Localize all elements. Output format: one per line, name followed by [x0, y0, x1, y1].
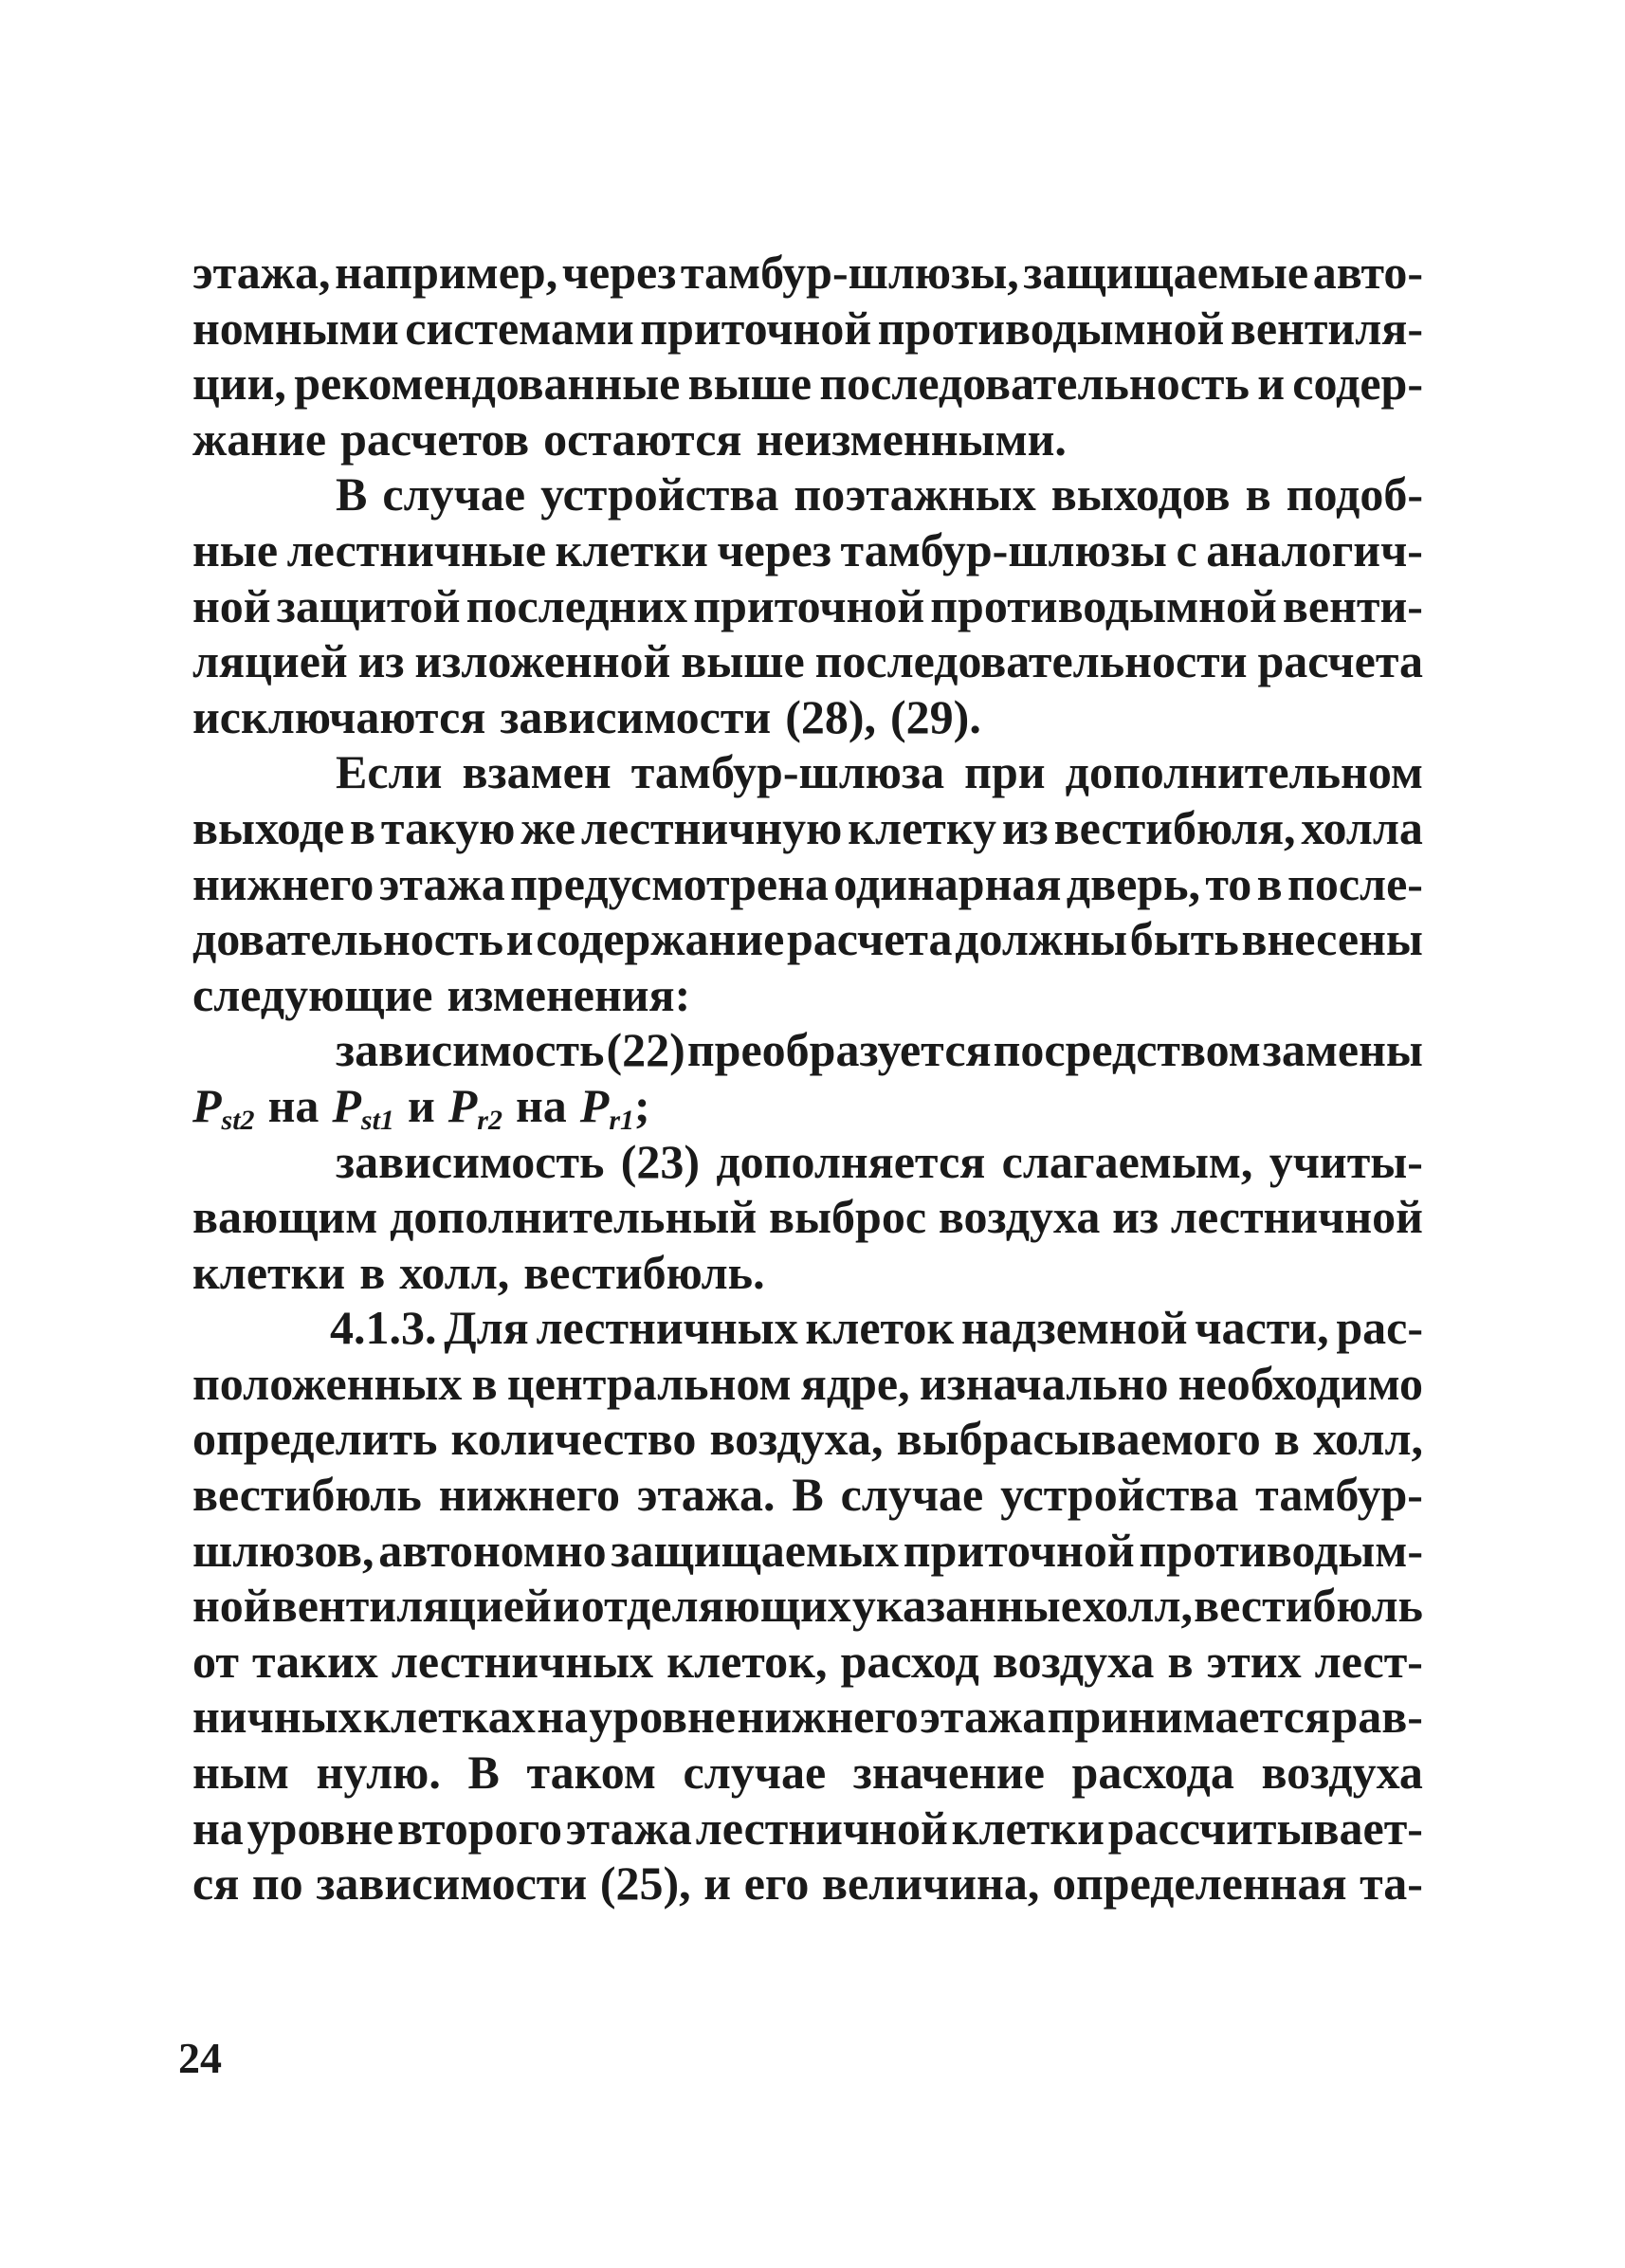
word: выше: [687, 357, 812, 411]
text-line: [192, 856, 1423, 912]
word: изначально: [919, 1356, 1169, 1410]
word: жание: [192, 412, 327, 466]
word: Если: [336, 745, 443, 799]
word: уровне: [589, 1690, 736, 1744]
text-line: [192, 1745, 1423, 1801]
word: лестничную: [580, 800, 843, 854]
word: на: [192, 1801, 244, 1855]
text-line: [192, 633, 1423, 689]
word: поэтажных: [794, 467, 1036, 521]
variable-subscript: st2: [221, 1104, 255, 1136]
word: через: [561, 246, 677, 299]
word: вестибюль.: [523, 1245, 765, 1299]
word: после-: [1287, 856, 1423, 910]
word: выбрасываемого: [896, 1412, 1261, 1466]
word: ным: [192, 1746, 289, 1800]
formula-variable: [192, 1078, 255, 1134]
text-line: [192, 689, 1423, 745]
word: нижнего: [438, 1468, 621, 1522]
word: количество: [450, 1412, 697, 1466]
word: одинарная: [833, 856, 1062, 910]
word: клетку: [848, 800, 996, 854]
word: выше: [681, 634, 805, 688]
word: взамен: [462, 745, 612, 799]
word: при: [964, 745, 1046, 799]
word: расчета: [1257, 634, 1423, 688]
word: и: [703, 1856, 732, 1911]
word: дополнительный: [390, 1190, 758, 1244]
variable-symbol: P: [192, 1078, 222, 1132]
word: содер-: [1292, 357, 1423, 411]
word: та-: [1360, 1856, 1423, 1911]
word: надземной: [960, 1301, 1188, 1355]
word: вестибюль: [192, 1468, 422, 1522]
word: противодымной: [930, 578, 1277, 632]
word: и: [1257, 357, 1286, 411]
word: преобразуется: [686, 1023, 992, 1077]
word: рассчитывает-: [1107, 1801, 1423, 1855]
word: защищаемые: [1023, 246, 1309, 299]
word: тамбур-шлюзы: [840, 522, 1167, 576]
word: указанные: [851, 1579, 1082, 1633]
word: через: [717, 522, 831, 576]
word: этажа,: [192, 246, 331, 299]
word: отделяющих: [580, 1579, 851, 1633]
word: (22): [606, 1023, 685, 1077]
word: остаются: [543, 412, 742, 466]
word: в: [1256, 856, 1283, 910]
word: приточной: [640, 301, 872, 355]
text-line: [192, 1300, 1423, 1356]
word: такую: [380, 800, 516, 854]
word: лестничных: [391, 1634, 654, 1688]
word: в: [350, 800, 376, 854]
word: системами: [405, 301, 634, 355]
word: (25),: [599, 1856, 691, 1911]
word: приточной: [693, 578, 925, 632]
word: В: [336, 467, 368, 521]
word: этажа: [378, 856, 505, 910]
word: В: [467, 1746, 500, 1800]
word: довательность: [192, 912, 504, 966]
word: номными: [192, 301, 399, 355]
text-line: [192, 1467, 1423, 1523]
text-line: [192, 1801, 1423, 1856]
word: рас-: [1336, 1301, 1423, 1355]
text-line: [192, 1523, 1423, 1579]
word: изложенной: [414, 634, 671, 688]
word: таких: [251, 1634, 378, 1688]
word: тамбур-шлюзы,: [680, 246, 1019, 299]
word: центральном: [506, 1356, 792, 1410]
variable-subscript: r2: [477, 1104, 502, 1136]
word: же: [520, 800, 576, 854]
word: В: [792, 1468, 824, 1522]
word: выходе: [192, 800, 345, 854]
word: клетках: [363, 1690, 536, 1744]
word: нулю.: [316, 1746, 441, 1800]
word: выходов: [1050, 467, 1231, 521]
word: зависимость: [336, 1023, 605, 1077]
word: воздуха,: [709, 1412, 884, 1466]
word: нижнего: [737, 1690, 919, 1744]
word: ничных: [192, 1690, 362, 1744]
formula-word: на: [515, 1078, 567, 1132]
word: лестничные: [286, 522, 547, 576]
word: защитой: [276, 578, 461, 632]
text-line: [192, 1689, 1423, 1745]
word: предусмотрена: [510, 856, 829, 910]
word: содержание: [536, 912, 785, 966]
word: вентиляцией: [271, 1579, 552, 1633]
text-line: [192, 1634, 1423, 1690]
word: ляцией: [192, 634, 348, 688]
word: учиты-: [1269, 1134, 1423, 1188]
word: последних: [466, 578, 688, 632]
text-line: [192, 1411, 1423, 1467]
word: расчета: [787, 912, 953, 966]
word: второго: [397, 1801, 563, 1855]
text-line: [192, 967, 1423, 1023]
word: в: [1167, 1634, 1194, 1688]
variable-symbol: P: [579, 1078, 610, 1132]
word: величина,: [821, 1856, 1040, 1911]
word: расход: [840, 1634, 979, 1688]
word: холла: [1301, 800, 1423, 854]
word: противодымной: [877, 301, 1225, 355]
word: расхода: [1071, 1746, 1234, 1800]
word: ные: [192, 522, 279, 576]
word: клетки: [951, 1801, 1105, 1855]
text-line: [192, 1356, 1423, 1412]
word: из: [357, 634, 405, 688]
word: расчетов: [340, 412, 530, 466]
word: 4.1.3.: [330, 1301, 437, 1355]
word: быть: [1129, 912, 1239, 966]
word: должны: [955, 912, 1128, 966]
word: ции,: [192, 357, 286, 411]
word: изменения:: [447, 967, 691, 1021]
word: части,: [1195, 1301, 1329, 1355]
word: (29).: [890, 689, 981, 743]
word: в: [471, 1356, 498, 1410]
word: клеток: [805, 1301, 955, 1355]
formula-word: и: [407, 1078, 435, 1132]
formula-variable: [332, 1078, 394, 1134]
word: зависимости: [500, 689, 772, 743]
formula-variable: [580, 1078, 634, 1134]
formula-end: ;: [634, 1078, 650, 1132]
word: посредством: [993, 1023, 1261, 1077]
word: его: [743, 1856, 810, 1911]
variable-symbol: P: [332, 1078, 361, 1132]
word: уровне: [246, 1801, 394, 1855]
text-line: [192, 412, 1423, 467]
word: выброс: [768, 1190, 927, 1244]
word: (23): [620, 1134, 701, 1188]
text-line: [192, 1856, 1423, 1911]
text-line: [192, 356, 1423, 412]
word: лестничной: [1170, 1190, 1423, 1244]
word: вестибюля,: [1053, 800, 1296, 854]
word: и: [505, 912, 534, 966]
text-line: [192, 800, 1423, 856]
word: например,: [335, 246, 558, 299]
text-line: [192, 1245, 1423, 1301]
word: внесены: [1241, 912, 1423, 966]
word: на: [537, 1690, 588, 1744]
word: автономно: [378, 1523, 607, 1577]
word: и: [552, 1579, 580, 1633]
word: лестничной: [695, 1801, 948, 1855]
word: из: [1001, 800, 1049, 854]
text-line: [192, 1189, 1423, 1245]
text-line: [192, 466, 1423, 522]
word: этих: [1206, 1634, 1302, 1688]
word: случае: [840, 1468, 984, 1522]
text-line: [192, 301, 1423, 357]
word: холл,: [399, 1245, 510, 1299]
word: клеток,: [666, 1634, 828, 1688]
body-text: [192, 245, 1423, 1911]
word: аналогич-: [1206, 522, 1423, 576]
variable-symbol: P: [447, 1078, 478, 1132]
word: воздуха: [938, 1190, 1101, 1244]
word: от: [192, 1634, 239, 1688]
word: случае: [382, 467, 526, 521]
word: из: [1112, 1190, 1159, 1244]
word: защищаемых: [611, 1523, 900, 1577]
word: случае: [683, 1746, 827, 1800]
word: с: [1176, 522, 1197, 576]
word: следующие: [192, 967, 433, 1021]
word: то: [1205, 856, 1252, 910]
word: приточной: [903, 1523, 1135, 1577]
word: необходимо: [1178, 1356, 1423, 1410]
word: дополняется: [716, 1134, 986, 1188]
word: ся: [192, 1856, 240, 1911]
word: лест-: [1314, 1634, 1423, 1688]
word: подоб-: [1286, 467, 1423, 521]
word: вающим: [192, 1190, 378, 1244]
word: исключаются: [192, 689, 486, 743]
word: дополнительном: [1065, 745, 1423, 799]
word: холл,: [1312, 1412, 1423, 1466]
word: значение: [852, 1746, 1045, 1800]
word: тамбур-: [1255, 1468, 1423, 1522]
word: нижнего: [192, 856, 374, 910]
word: устройства: [1000, 1468, 1239, 1522]
word: рекомендованные: [294, 357, 681, 411]
word: определенная: [1051, 1856, 1347, 1911]
word: по: [251, 1856, 303, 1911]
word: дверь,: [1066, 856, 1201, 910]
word: замены: [1262, 1023, 1423, 1077]
word: Для: [444, 1301, 529, 1355]
text-line: [192, 911, 1423, 967]
text-line: [192, 245, 1423, 301]
word: этажа: [920, 1690, 1047, 1744]
word: ной: [192, 1579, 271, 1633]
text-line: [192, 744, 1423, 800]
word: авто-: [1312, 246, 1423, 299]
word: определить: [192, 1412, 438, 1466]
formula-variable: [448, 1078, 502, 1134]
word: в: [1245, 467, 1271, 521]
word: ядре,: [800, 1356, 910, 1410]
word: принимается: [1047, 1690, 1331, 1744]
word: клетки: [555, 522, 708, 576]
word: таком: [526, 1746, 656, 1800]
text-line: [192, 1022, 1423, 1078]
text-line: [192, 578, 1423, 634]
word: венти-: [1282, 578, 1423, 632]
word: (28),: [785, 689, 877, 743]
word: вентиля-: [1230, 301, 1423, 355]
word: этажа: [565, 1801, 692, 1855]
word: шлюзов,: [192, 1523, 374, 1577]
word: лестничных: [536, 1301, 798, 1355]
word: клетки: [192, 1245, 346, 1299]
word: холл,: [1082, 1579, 1194, 1633]
formula-line: [192, 1078, 1423, 1134]
word: воздуха: [1261, 1746, 1423, 1800]
word: слагаемым,: [1001, 1134, 1253, 1188]
text-line: [192, 1134, 1423, 1190]
word: последовательность: [819, 357, 1250, 411]
word: зависимости: [316, 1856, 588, 1911]
variable-subscript: st1: [360, 1104, 394, 1136]
word: последовательности: [814, 634, 1248, 688]
text-line: [192, 1578, 1423, 1634]
word: вестибюль: [1194, 1579, 1423, 1633]
variable-subscript: r1: [609, 1104, 635, 1136]
word: в: [1273, 1412, 1300, 1466]
word: тамбур-шлюза: [630, 745, 945, 799]
formula-word: на: [267, 1078, 320, 1132]
word: противодым-: [1139, 1523, 1423, 1577]
word: устройства: [540, 467, 779, 521]
word: этажа.: [636, 1468, 776, 1522]
word: положенных: [192, 1356, 463, 1410]
word: воздуха: [992, 1634, 1155, 1688]
word: ной: [192, 578, 271, 632]
word: в: [359, 1245, 386, 1299]
word: неизменными.: [756, 412, 1067, 466]
page-number: 24: [178, 2034, 222, 2082]
text-line: [192, 522, 1423, 578]
word: рав-: [1331, 1690, 1423, 1744]
word: зависимость: [336, 1134, 605, 1188]
